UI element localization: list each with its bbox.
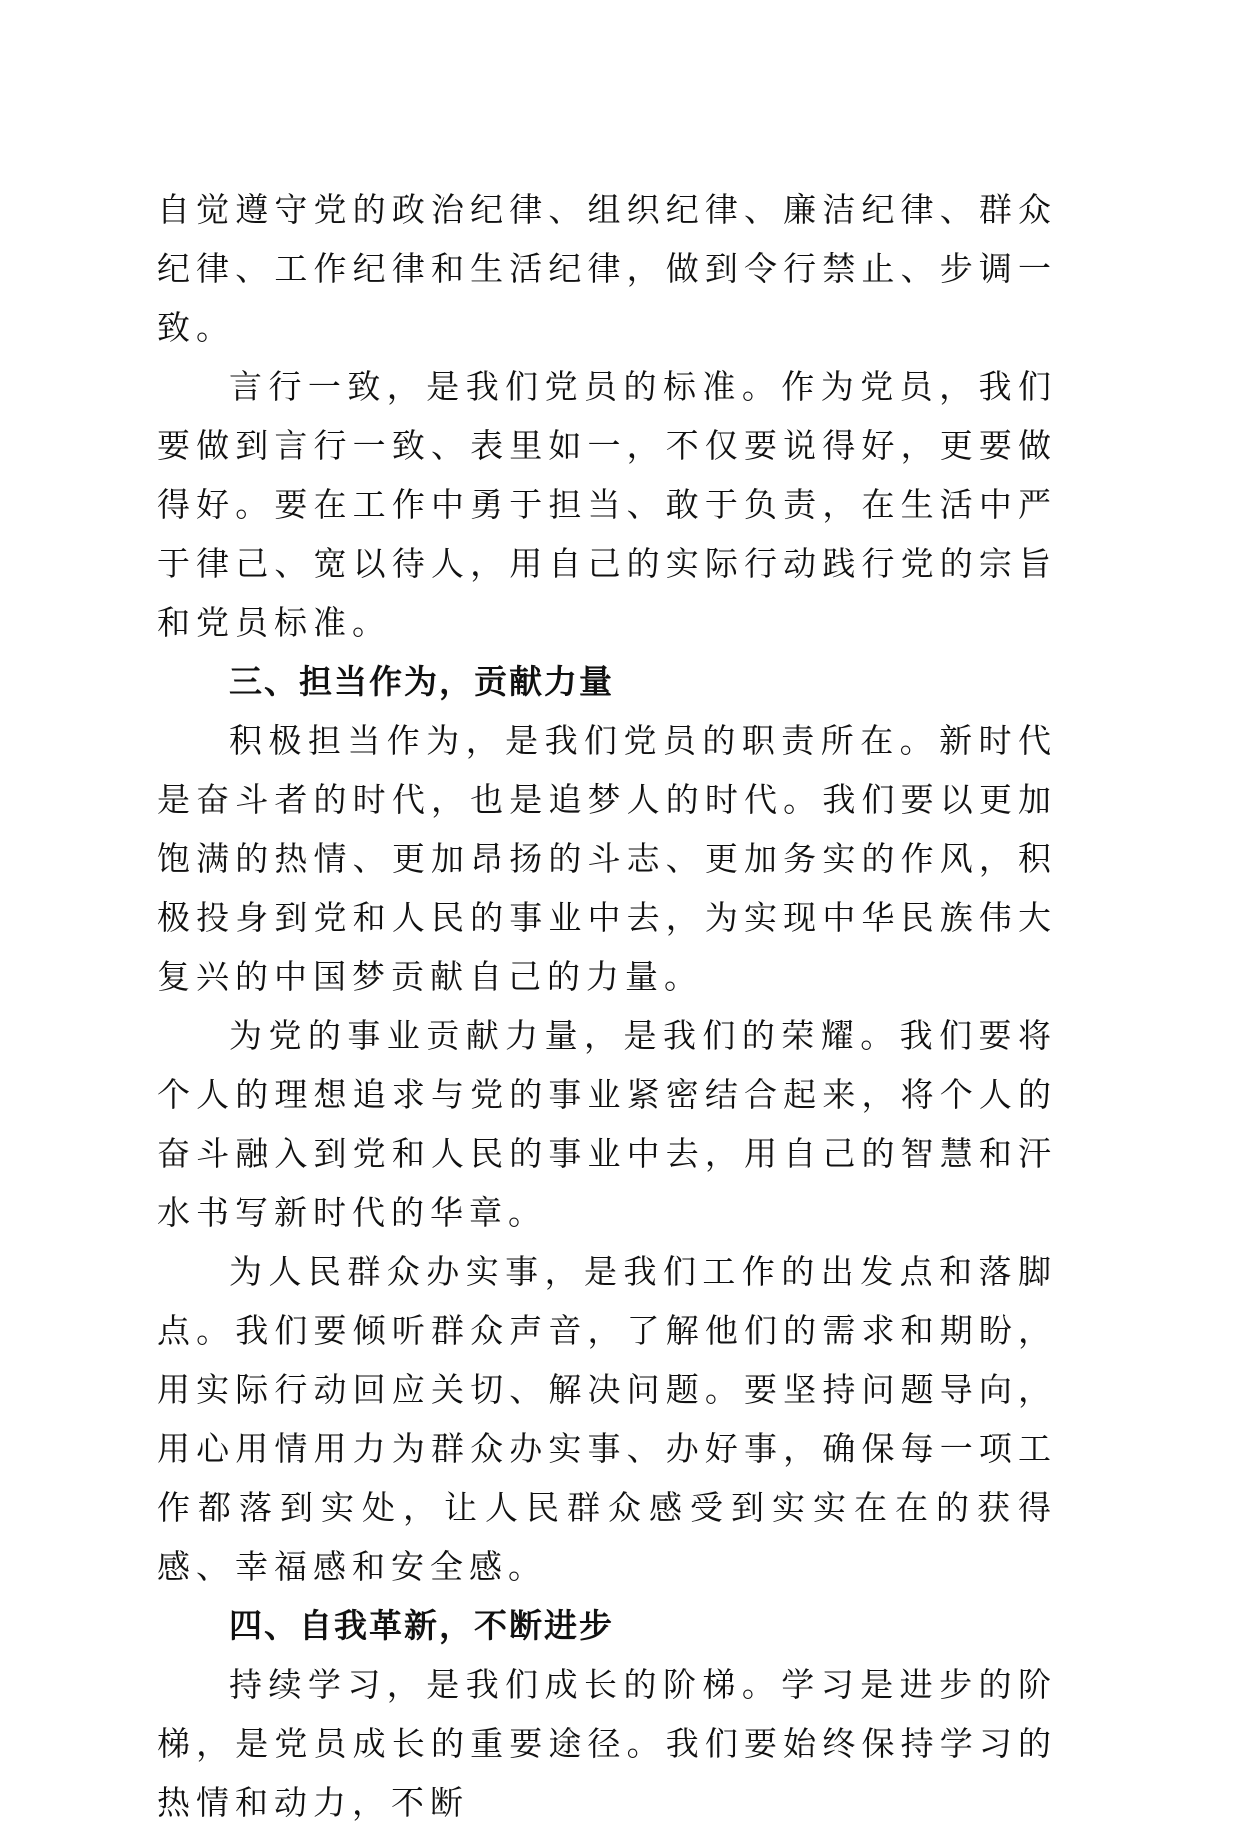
paragraph-discipline-continuation: 自觉遵守党的政治纪律、组织纪律、廉洁纪律、群众纪律、工作纪律和生活纪律，做到令行禁止、步调一致。 [157, 190, 1057, 347]
paragraph-word-deed-consistency: 言行一致，是我们党员的标准。作为党员，我们要做到言行一致、表里如一，不仅要说得好，更要做得好。要在工作中勇于担当、敢于负责，在生活中严于律己、宽以待人，用自己的实际行动践行党的宗旨和党员标准。 [157, 367, 1057, 642]
section-heading-4: 四、自我革新，不断进步 [229, 1606, 614, 1645]
paragraph-contribute-to-party: 为党的事业贡献力量，是我们的荣耀。我们要将个人的理想追求与党的事业紧密结合起来，将个人的奋斗融入到党和人民的事业中去，用自己的智慧和汗水书写新时代的华章。 [157, 1016, 1057, 1232]
paragraph-continuous-learning: 持续学习，是我们成长的阶梯。学习是进步的阶梯，是党员成长的重要途径。我们要始终保持学习的热情和动力，不断 [157, 1665, 1057, 1822]
paragraph-take-responsibility: 积极担当作为，是我们党员的职责所在。新时代是奋斗者的时代，也是追梦人的时代。我们要以更加饱满的热情、更加昂扬的斗志、更加务实的作风，积极投身到党和人民的事业中去，为实现中华民族伟大复兴的中国梦贡献自己的力量。 [157, 721, 1057, 996]
paragraph-serve-the-people: 为人民群众办实事，是我们工作的出发点和落脚点。我们要倾听群众声音，了解他们的需求和期盼，用实际行动回应关切、解决问题。要坚持问题导向，用心用情用力为群众办实事、办好事，确保每一项工作都落到实处，让人民群众感受到实实在在的获得感、幸福感和安全感。 [157, 1252, 1057, 1586]
section-heading-3: 三、担当作为，贡献力量 [229, 662, 614, 701]
document-body [157, 180, 1057, 1832]
